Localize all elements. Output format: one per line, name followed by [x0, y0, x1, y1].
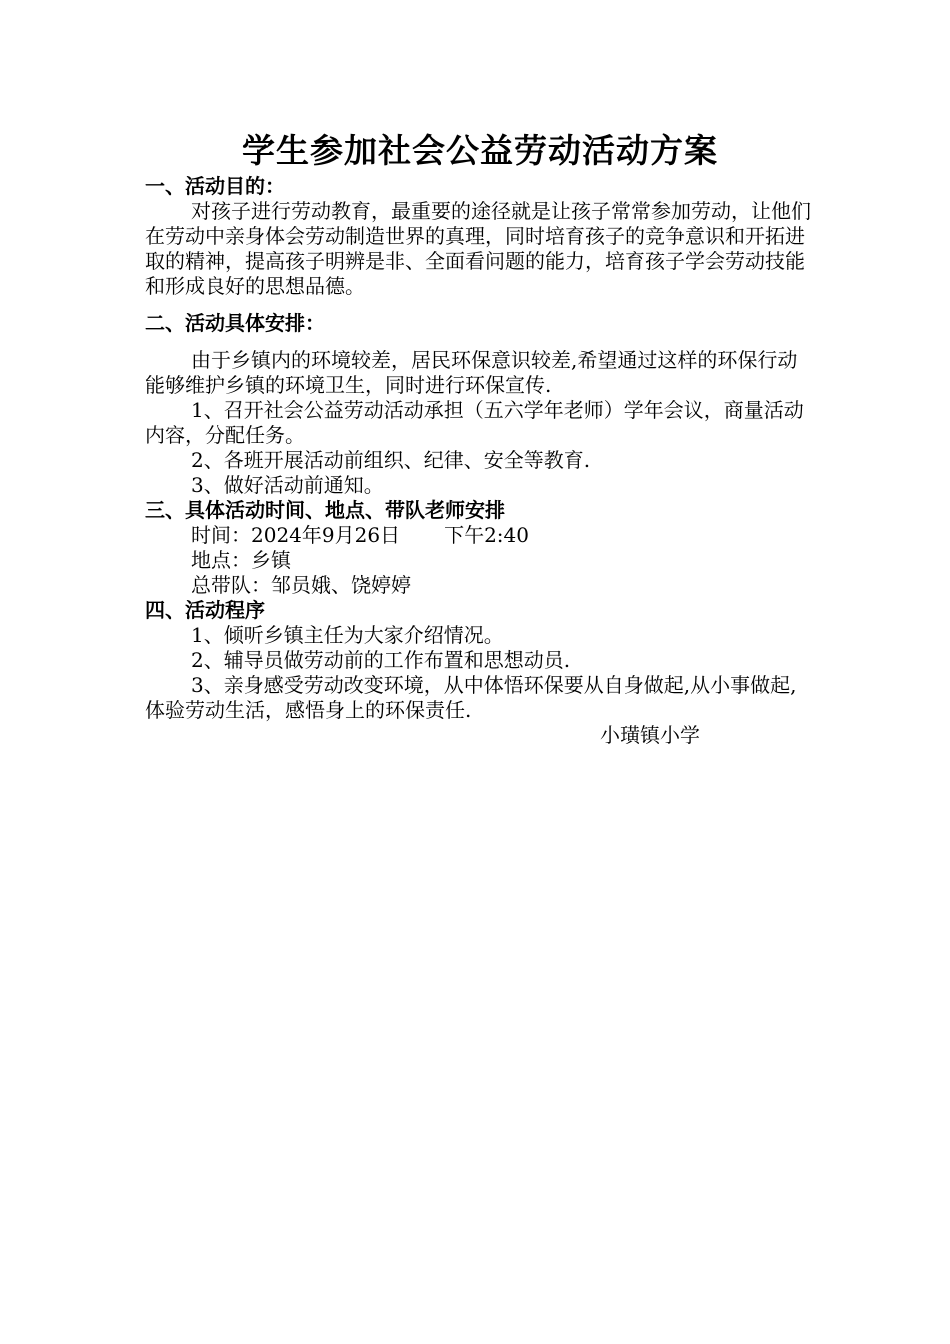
section-heading-purpose: 一、活动目的： [145, 174, 285, 198]
signature: 小璜镇小学 [600, 723, 700, 747]
arrangement-item: 1、召开社会公益劳动活动承担（五六学年老师）学年会议，商量活动内容，分配任务。 [145, 398, 804, 447]
schedule-leaders: 总带队：邹员娥、饶婷婷 [191, 573, 411, 597]
document-page [145, 128, 815, 748]
procedure-item: 1、倾听乡镇主任为大家介绍情况。 [191, 623, 504, 647]
purpose-paragraph: 对孩子进行劳动教育，最重要的途径就是让孩子常常参加劳动，让他们在劳动中亲身体会劳动制造世界的真理，同时培育孩子的竞争意识和开拓进取的精神，提高孩子明辨是非、全面看问题的能力，培育孩子学会劳动技能和形成良好的思想品德。 [145, 199, 811, 298]
schedule-time-line [145, 523, 815, 548]
schedule-date: 时间：2024年9月26日 [191, 523, 401, 547]
arrangement-intro-paragraph: 由于乡镇内的环境较差，居民环保意识较差,希望通过这样的环保行动能够维护乡镇的环境卫生，同时进行环保宣传. [145, 348, 798, 397]
section-heading-schedule: 三、具体活动时间、地点、带队老师安排 [145, 498, 505, 522]
section-heading-arrangement: 二、活动具体安排： [145, 311, 325, 335]
arrangement-item: 3、做好活动前通知。 [191, 473, 384, 497]
procedure-item: 2、辅导员做劳动前的工作布置和思想动员. [191, 648, 571, 672]
procedure-item: 3、亲身感受劳动改变环境，从中体悟环保要从自身做起,从小事做起,体验劳动生活，感悟身上的环保责任. [145, 673, 797, 722]
section-heading-procedure: 四、活动程序 [145, 598, 265, 622]
schedule-time-of-day: 下午2:40 [444, 523, 529, 547]
arrangement-item: 2、各班开展活动前组织、纪律、安全等教育. [191, 448, 591, 472]
schedule-location: 地点：乡镇 [191, 548, 291, 572]
document-title: 学生参加社会公益劳动活动方案 [242, 131, 718, 170]
